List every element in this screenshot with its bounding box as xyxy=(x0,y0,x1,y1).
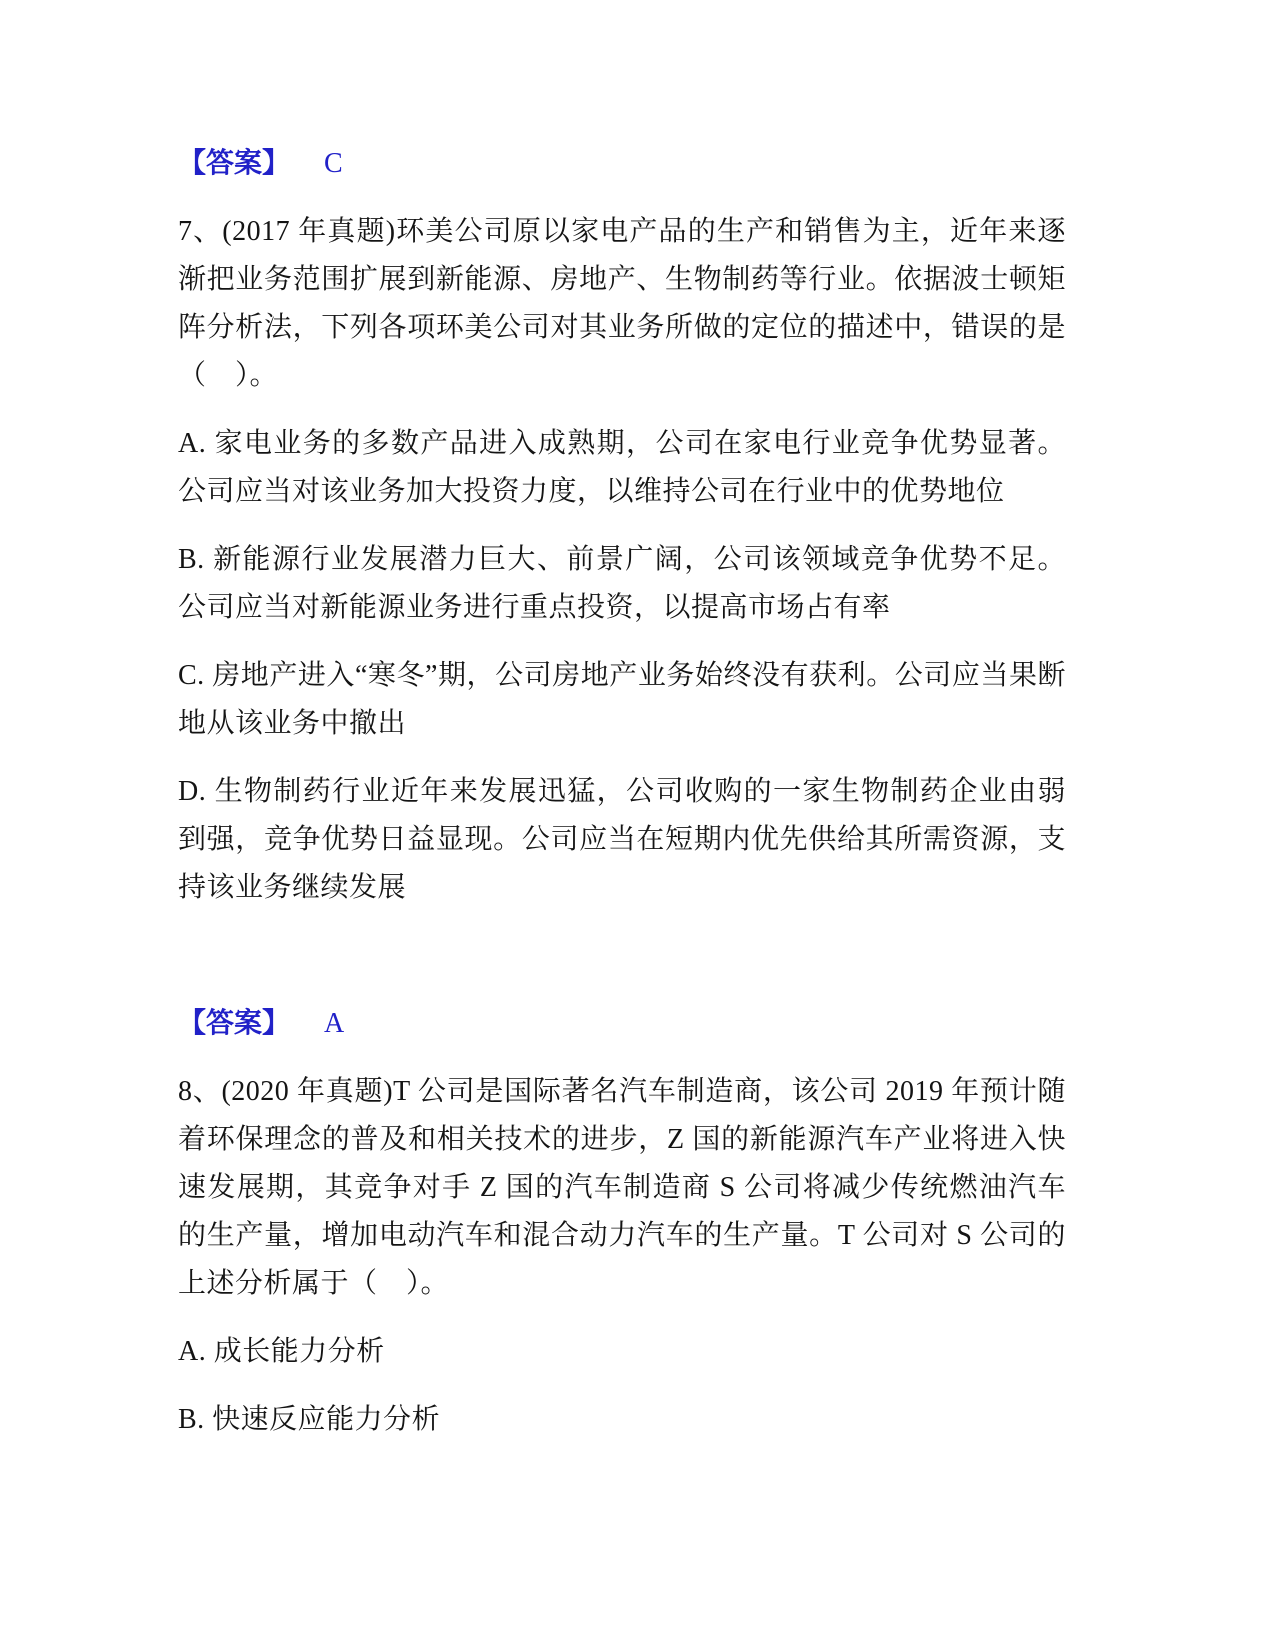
question-7-option-a: A. 家电业务的多数产品进入成熟期，公司在家电行业竞争优势显著。公司应当对该业务加大投资力度，以维持公司在行业中的优势地位 xyxy=(178,428,1066,507)
answer-value: C xyxy=(324,148,343,179)
question-8-option-b: B. 快速反应能力分析 xyxy=(178,1404,441,1435)
question-8-stem: 8、(2020 年真题)T 公司是国际著名汽车制造商，该公司 2019 年预计随着环保理念的普及和相关技术的进步，Z 国的新能源汽车产业将进入快速发展期，其竞争对手 Z 国的汽车制造商 S 公司将减少传统燃油汽车的生产量，增加电动汽车和混合动力汽车的生产量。T 公司对 S 公司的上述分析属于（ ）。 xyxy=(178,1076,1066,1299)
question-7-stem: 7、(2017 年真题)环美公司原以家电产品的生产和销售为主，近年来逐渐把业务范围扩展到新能源、房地产、生物制药等行业。依据波士顿矩阵分析法，下列各项环美公司对其业务所做的定位的描述中，错误的是（ ）。 xyxy=(178,216,1066,391)
question-7-option-d: D. 生物制药行业近年来发展迅猛，公司收购的一家生物制药企业由弱到强，竞争优势日益显现。公司应当在短期内优先供给其所需资源，支持该业务继续发展 xyxy=(178,776,1066,903)
answer-label: 【答案】 xyxy=(178,148,291,179)
question-7-option-c: C. 房地产进入“寒冬”期，公司房地产业务始终没有获利。公司应当果断地从该业务中撤出 xyxy=(178,660,1066,739)
answer-block-question-7 xyxy=(178,1000,1066,1048)
answer-block-previous-question xyxy=(178,140,1066,188)
answer-value: A xyxy=(324,1008,345,1039)
answer-label: 【答案】 xyxy=(178,1008,291,1039)
question-8-option-a: A. 成长能力分析 xyxy=(178,1336,385,1367)
question-7-option-b: B. 新能源行业发展潜力巨大、前景广阔，公司该领域竞争优势不足。公司应当对新能源业务进行重点投资，以提高市场占有率 xyxy=(178,544,1066,623)
